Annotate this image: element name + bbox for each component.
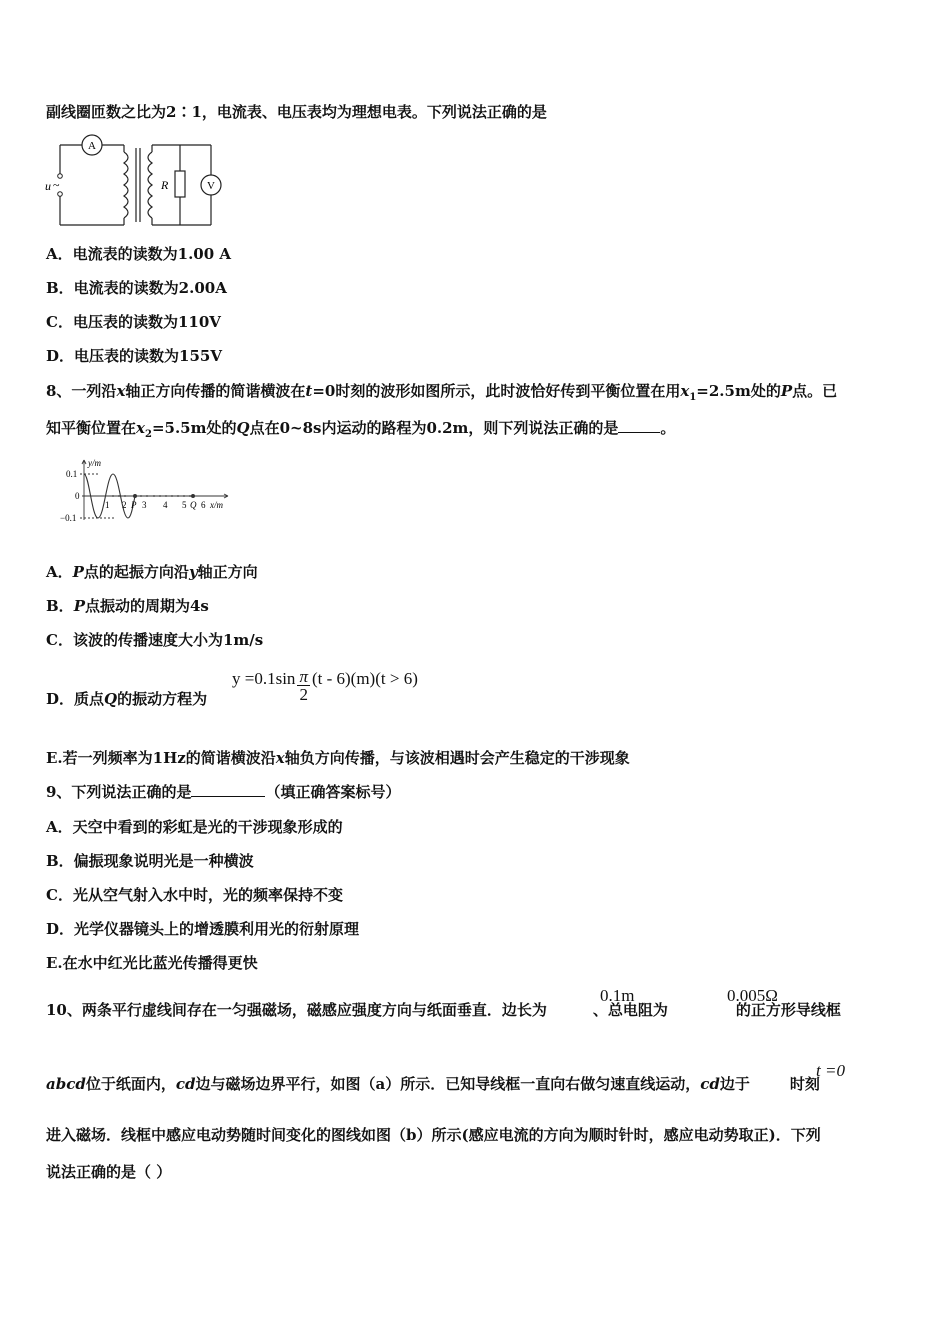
wave-x-tick-5: 5 bbox=[182, 500, 187, 510]
q7-stem: 副线圈匝数之比为2∶1，电流表、电压表均为理想电表。下列说法正确的是 bbox=[46, 103, 547, 121]
q9-option-a: A．天空中看到的彩虹是光的干涉现象形成的 bbox=[46, 818, 343, 836]
resistor-label: R bbox=[161, 178, 169, 192]
q8-option-d: D．质点Q的振动方程为 bbox=[46, 690, 208, 708]
q8-option-c: C．该波的传播速度大小为1m/s bbox=[46, 631, 264, 649]
wave-y-tick-zero: 0 bbox=[75, 491, 80, 501]
ammeter-label: A bbox=[88, 140, 96, 152]
wave-point-q: Q bbox=[190, 500, 197, 510]
wave-x-tick-3: 3 bbox=[142, 500, 147, 510]
transformer-circuit-diagram bbox=[40, 134, 230, 230]
voltmeter-label: V bbox=[207, 180, 215, 192]
q10-line1: 10、两条平行虚线间存在一匀强磁场，磁感应强度方向与纸面垂直．边长为 、总电阻为 的正方形导线框 bbox=[46, 1001, 841, 1019]
wave-y-tick-min: −0.1 bbox=[60, 513, 77, 523]
q7-option-d: D．电压表的读数为155V bbox=[46, 347, 222, 365]
q7-option-c: C．电压表的读数为110V bbox=[46, 313, 221, 331]
q10-line4: 说法正确的是（ ） bbox=[46, 1163, 172, 1181]
q10-resistance: 0.005Ω bbox=[727, 986, 778, 1005]
answer-blank[interactable] bbox=[618, 418, 660, 433]
q9-stem: 9、下列说法正确的是 （填正确答案标号） bbox=[46, 783, 401, 801]
wave-point-p: P bbox=[131, 500, 137, 510]
wave-graph bbox=[58, 456, 238, 524]
q8-option-a: A．P点的起振方向沿y轴正方向 bbox=[46, 563, 258, 581]
q10-t-equals-zero: t =0 bbox=[816, 1061, 845, 1080]
q9-option-d: D．光学仪器镜头上的增透膜利用光的衍射原理 bbox=[46, 920, 360, 938]
source-symbol: ~ bbox=[53, 178, 60, 192]
q9-option-e: E.在水中红光比蓝光传播得更快 bbox=[46, 954, 258, 972]
wave-y-tick-max: 0.1 bbox=[66, 469, 78, 479]
wave-x-tick-4: 4 bbox=[163, 500, 168, 510]
wave-x-tick-2: 2 bbox=[122, 500, 127, 510]
q8-option-e: E.若一列频率为1Hz的简谐横波沿x轴负方向传播，与该波相遇时会产生稳定的干涉现象 bbox=[46, 749, 630, 767]
q8-option-d-equation: y =0.1sin $\frac{\pi}{2}$ (t - 6)(m)(t > 6) bbox=[232, 667, 418, 704]
q9-option-b: B．偏振现象说明光是一种横波 bbox=[46, 852, 254, 870]
q9-option-c: C．光从空气射入水中时，光的频率保持不变 bbox=[46, 886, 343, 904]
q8-stem-line2: 知平衡位置在$x_2=5.5m$处的Q点在0~8s内运动的路程为0.2m，则下列说法正确的是 。 bbox=[46, 419, 676, 440]
q8-option-b: B．P点振动的周期为4s bbox=[46, 597, 209, 615]
q10-line3: 进入磁场．线框中感应电动势随时间变化的图线如图（b）所示(感应电流的方向为顺时针时，感应电动势取正)．下列 bbox=[46, 1126, 821, 1144]
q10-side-length: 0.1m bbox=[600, 986, 635, 1005]
q7-option-a: A．电流表的读数为1.00 A bbox=[46, 245, 232, 263]
answer-blank[interactable] bbox=[191, 782, 265, 797]
wave-y-axis-label: y/m bbox=[88, 458, 101, 468]
q10-line2: abcd位于纸面内，cd边与磁场边界平行，如图（a）所示．已知导线框一直向右做匀速直线运动，cd边于 时刻 bbox=[46, 1075, 820, 1093]
source-label: u bbox=[45, 179, 51, 193]
q7-option-b: B．电流表的读数为2.00A bbox=[46, 279, 227, 297]
wave-x-tick-1: 1 bbox=[105, 500, 110, 510]
wave-x-axis-label: x/m bbox=[210, 500, 223, 510]
wave-x-tick-6: 6 bbox=[201, 500, 206, 510]
q8-stem-line1: 8、一列沿x轴正方向传播的简谐横波在t=0时刻的波形如图所示，此时波恰好传到平衡位置在用$x_1=2.5m$处的P点。已 bbox=[46, 382, 838, 403]
